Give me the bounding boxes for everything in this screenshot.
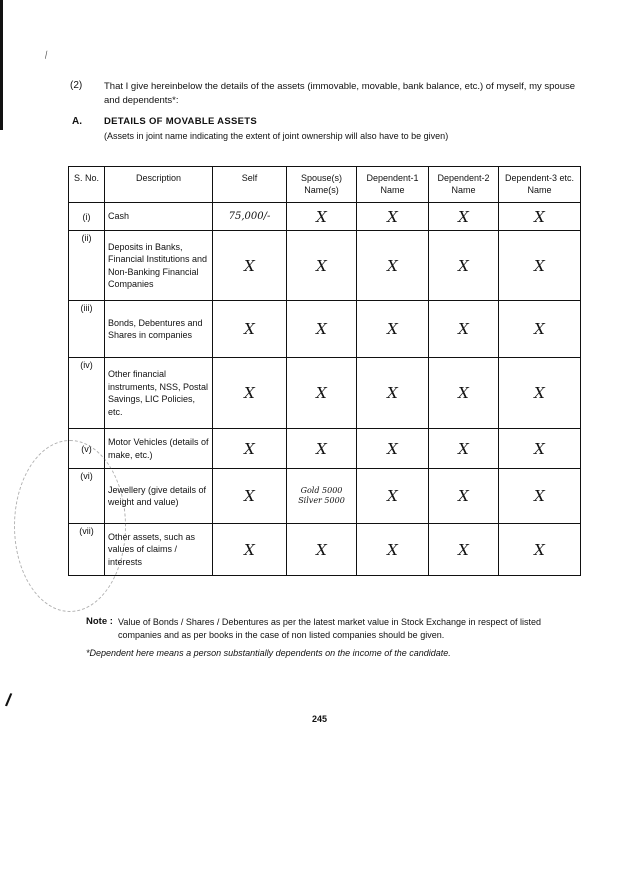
cell-dependent-3: X: [499, 203, 581, 231]
cell-dependent-1: X: [357, 429, 429, 469]
cell-dependent-3: X: [499, 524, 581, 576]
cell-dependent-2: X: [429, 301, 499, 358]
cell-dependent-1: X: [357, 469, 429, 524]
cell-dependent-2: X: [429, 358, 499, 429]
row-sno: (i): [69, 203, 105, 231]
paragraph-number: (2): [70, 80, 83, 91]
row-sno: (iv): [69, 358, 105, 429]
cell-dependent-3: X: [499, 231, 581, 301]
table-row: [69, 301, 581, 358]
table-row: [69, 231, 581, 301]
cell-self: X: [213, 301, 287, 358]
cell-self: X: [213, 231, 287, 301]
cell-self: 75,000/-: [213, 203, 287, 231]
cell-spouse: X: [287, 301, 357, 358]
row-description: Other financial instruments, NSS, Postal Savings, LIC Policies, etc.: [105, 358, 213, 429]
row-sno: (ii): [69, 231, 105, 301]
note-text: Value of Bonds / Shares / Debentures as per the latest market value in Stock Exchange in respect of listed companies and as per books in the case of non listed companies should be given.: [118, 617, 542, 640]
table-row: [69, 358, 581, 429]
cell-self: X: [213, 429, 287, 469]
movable-assets-table: [68, 166, 581, 576]
cell-self: X: [213, 358, 287, 429]
section-subtitle: (Assets in joint name indicating the extent of joint ownership will also have to be given): [104, 131, 449, 141]
official-seal-stamp: [14, 440, 126, 612]
cell-spouse: X: [287, 231, 357, 301]
cell-dependent-2: X: [429, 524, 499, 576]
cell-self: X: [213, 524, 287, 576]
row-sno: (iii): [69, 301, 105, 358]
cell-spouse: X: [287, 524, 357, 576]
section-title: DETAILS OF MOVABLE ASSETS: [104, 116, 257, 127]
table-row: [69, 524, 581, 576]
row-description: Other assets, such as values of claims / interests: [105, 524, 213, 576]
header-self: Self: [213, 167, 287, 203]
row-description: Deposits in Banks, Financial Institutions and Non-Banking Financial Companies: [105, 231, 213, 301]
header-spouse: Spouse(s) Name(s): [287, 167, 357, 203]
page-number: 245: [312, 714, 328, 724]
footnote: *Dependent here means a person substantially dependents on the income of the candidate.: [86, 648, 451, 658]
row-description: Motor Vehicles (details of make, etc.): [105, 429, 213, 469]
cell-spouse: Gold 5000 Silver 5000: [287, 469, 357, 524]
row-description: Bonds, Debentures and Shares in companies: [105, 301, 213, 358]
cell-dependent-2: X: [429, 203, 499, 231]
row-sno: (vi): [69, 469, 105, 524]
cell-dependent-3: X: [499, 358, 581, 429]
cell-dependent-3: X: [499, 469, 581, 524]
pen-mark: ⁄: [44, 50, 50, 61]
cell-dependent-3: X: [499, 429, 581, 469]
row-sno: (v): [69, 429, 105, 469]
row-description: Jewellery (give details of weight and value): [105, 469, 213, 524]
table-row: [69, 429, 581, 469]
header-dependent-1: Dependent-1 Name: [357, 167, 429, 203]
cell-dependent-2: X: [429, 469, 499, 524]
cell-dependent-3: X: [499, 301, 581, 358]
cell-dependent-1: X: [357, 301, 429, 358]
cell-dependent-2: X: [429, 231, 499, 301]
cell-dependent-1: X: [357, 203, 429, 231]
cell-spouse: X: [287, 358, 357, 429]
header-sno: S. No.: [69, 167, 105, 203]
cell-self: X: [213, 469, 287, 524]
margin-pen-mark: /: [4, 689, 14, 711]
table-row: [69, 469, 581, 524]
paragraph-text: That I give hereinbelow the details of the assets (immovable, movable, bank balance, etc.) of myself, my spouse and dependents*:: [104, 81, 576, 106]
row-description: Cash: [105, 203, 213, 231]
header-dependent-3: Dependent-3 etc. Name: [499, 167, 581, 203]
scan-edge-bar: [0, 0, 3, 130]
cell-dependent-1: X: [357, 524, 429, 576]
note-label: Note :: [86, 616, 113, 627]
section-letter: A.: [72, 116, 82, 127]
cell-dependent-1: X: [357, 231, 429, 301]
cell-spouse: X: [287, 203, 357, 231]
cell-dependent-1: X: [357, 358, 429, 429]
header-description: Description: [105, 167, 213, 203]
table-row: [69, 203, 581, 231]
cell-spouse: X: [287, 429, 357, 469]
row-sno: (vii): [69, 524, 105, 576]
header-dependent-2: Dependent-2 Name: [429, 167, 499, 203]
cell-dependent-2: X: [429, 429, 499, 469]
